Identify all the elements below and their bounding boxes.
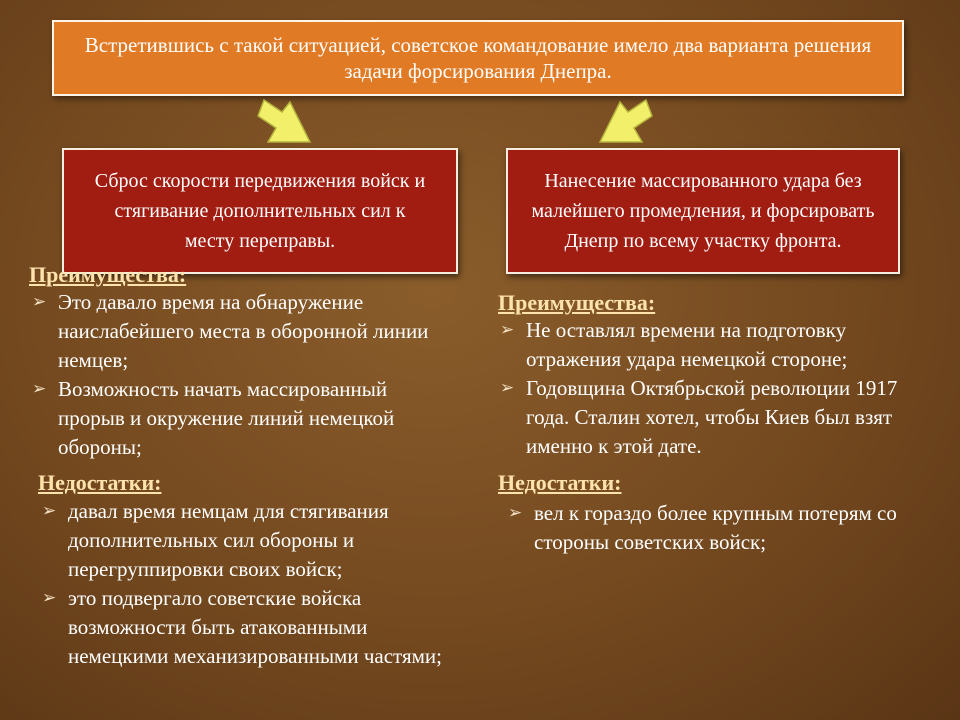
list-item: ➢ Не оставлял времени на подготовку отражения удара немецкой стороне; [500,318,848,371]
arrow-bullet-icon: ➢ [500,378,515,398]
option-1-advantages-list [30,288,454,462]
option-1-disadvantages-heading: Недостатки: [38,470,162,495]
arrow-bullet-icon: ➢ [42,501,57,521]
option-2-advantages-heading: Преимущества: [498,290,656,315]
arrow-bullet-icon: ➢ [32,379,47,399]
list-item: ➢ Годовщина Октябрьской революции 1917 года. Сталин хотел, чтобы Киев был взят именно к этой дате. [500,376,898,458]
down-arrow-icon [594,98,654,146]
list-item: ➢ давал время немцам для стягивания дополнительных сил обороны и перегруппировки своих войск; [42,499,389,581]
option-1-title: Сброс скорости передвижения войск и стягивание дополнительных сил к месту переправы. [94,170,426,252]
option-1-disadvantages-list [40,497,460,671]
list-item: ➢ вел к гораздо более крупным потерям со стороны советских войск; [508,501,897,554]
intro-box [52,20,904,96]
list-item: ➢ Возможность начать массированный прорыв и окружение линий немецкой обороны; [32,377,395,459]
option-2-disadvantages-list [506,499,906,557]
option-1-box [62,148,458,274]
option-2-title: Нанесение массированного удара без малейшего промедления, и форсировать Днепр по всему участку фронта. [531,170,875,252]
list-item: ➢ Это давало время на обнаружение наислабейшего места в оборонной линии немцев; [32,290,429,372]
option-2-disadvantages-heading: Недостатки: [498,470,622,495]
option-1-advantages-heading: Преимущества: [29,262,187,287]
down-arrow-icon [256,98,316,146]
intro-text: Встретившись с такой ситуацией, советское командование имело два варианта решения задачи форсирования Днепра. [84,33,872,83]
option-2-box [506,148,900,274]
arrow-bullet-icon: ➢ [42,588,57,608]
arrow-bullet-icon: ➢ [508,503,523,523]
list-item: ➢ это подвергало советские войска возможности быть атакованными немецкими механизированными частями; [42,586,442,668]
arrow-bullet-icon: ➢ [500,320,515,340]
arrow-bullet-icon: ➢ [32,292,47,312]
option-2-advantages-list [498,316,908,461]
